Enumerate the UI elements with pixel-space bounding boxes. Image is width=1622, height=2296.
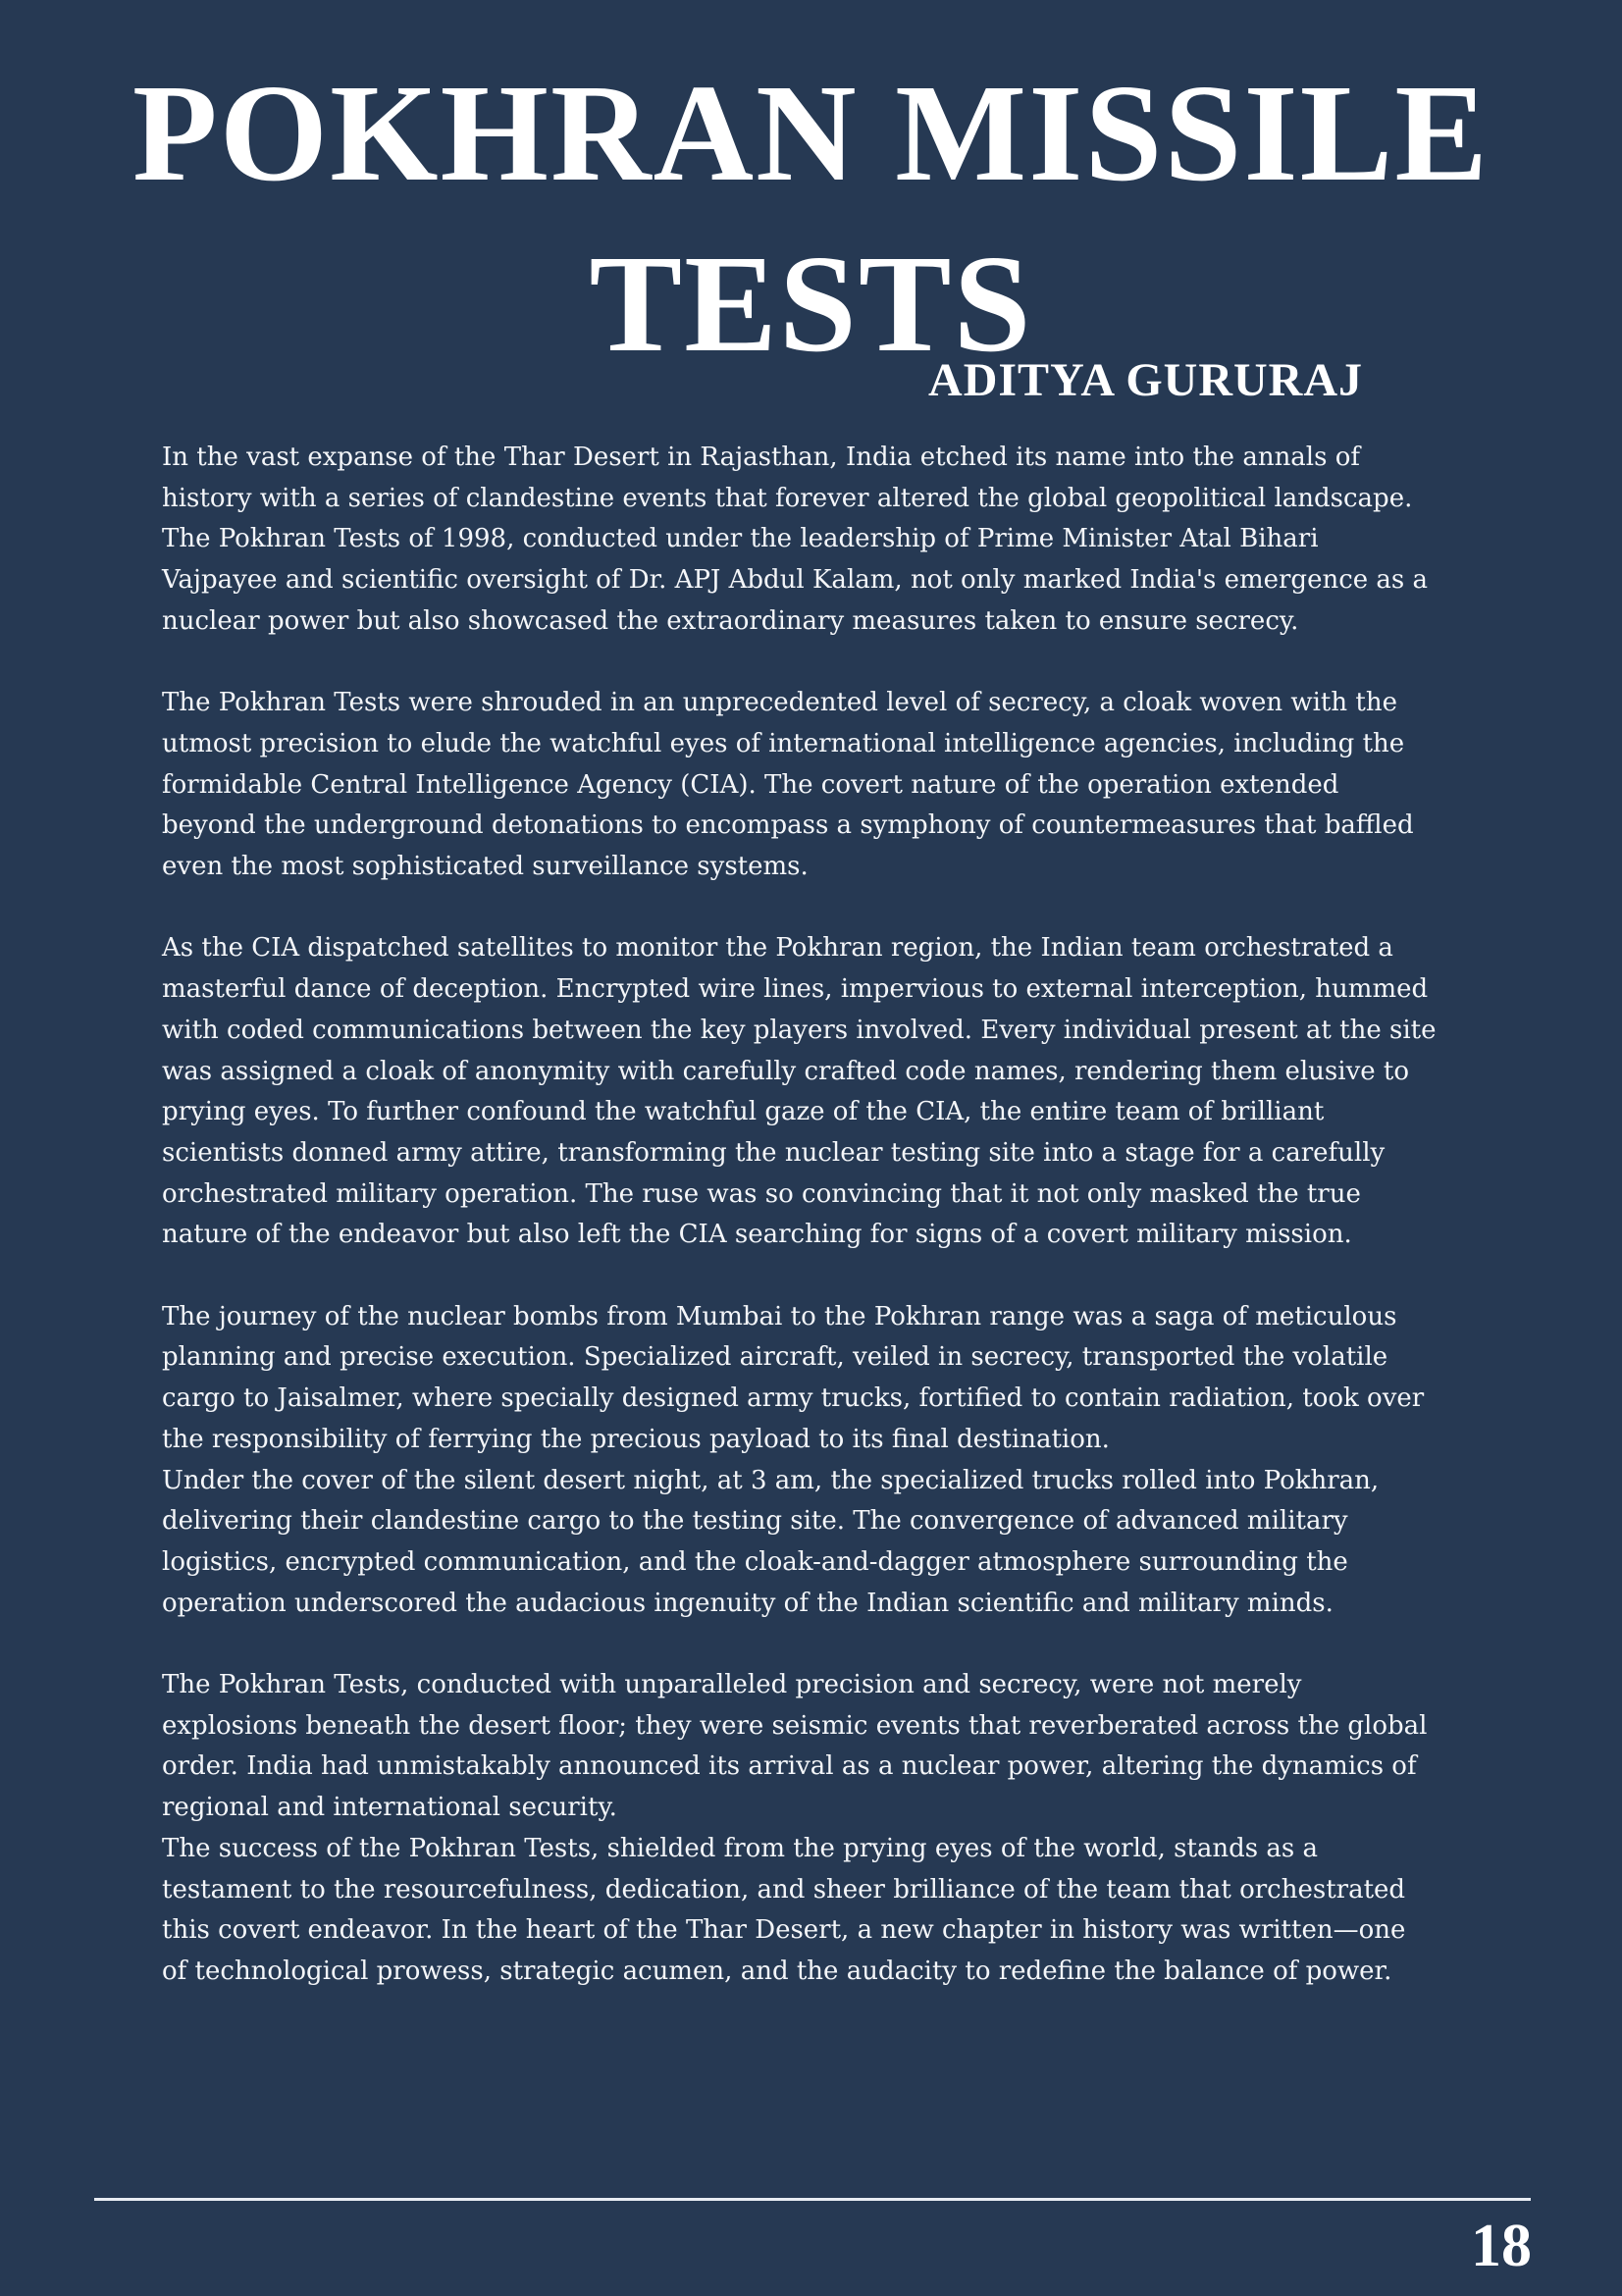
article-title-line-2: TESTS	[589, 226, 1033, 381]
article-paragraph-1: In the vast expanse of the Thar Desert in Rajasthan, India etched its name into the annals of history with a series of clandestine events that forever altered the global geopolitical landscape. The Pokhran Tests of 1998, conducted under the leadership of Prime Minister Atal Bihari Vajpayee and scientific oversight of Dr. APJ Abdul Kalam, not only marked India's emergence as a nuclear power but also showcased the extraordinary measures taken to ensure secrecy.	[162, 443, 1429, 636]
page-number: 18	[1471, 2213, 1532, 2279]
article-author: ADITYA GURURAJ	[928, 354, 1363, 406]
article-paragraph-7: The success of the Pokhran Tests, shielded from the prying eyes of the world, stands as a testament to the resourcefulness, dedication, and sheer brilliance of the team that orchestrated this covert endeavor. In the heart of the Thar Desert, a new chapter in history was written—one of technological prowess, strategic acumen, and the audacity to redefine the balance of power.	[162, 1833, 1406, 1986]
article-paragraph-5: Under the cover of the silent desert night, at 3 am, the specialized trucks rolled into Pokhran, delivering their clandestine cargo to the testing site. The convergence of advanced military logistics, encrypted communication, and the cloak-and-dagger atmosphere surrounding the operation underscored the audacious ingenuity of the Indian scientific and military minds.	[162, 1465, 1380, 1618]
article-title-line-1: POKHRAN MISSILE	[131, 55, 1491, 210]
footer-divider	[94, 2198, 1531, 2201]
article-paragraph-6: The Pokhran Tests, conducted with unparalleled precision and secrecy, were not merely explosions beneath the desert floor; they were seismic events that reverberated across the global order. India had unmistakably announced its arrival as a nuclear power, altering the dynamics of regional and international security.	[162, 1670, 1428, 1823]
article-body	[162, 438, 1438, 2033]
article-paragraph-3: As the CIA dispatched satellites to monitor the Pokhran region, the Indian team orchestrated a masterful dance of deception. Encrypted wire lines, impervious to external interception, hummed with coded communications between the key players involved. Every individual present at the site was assigned a cloak of anonymity with carefully crafted code names, rendering them elusive to prying eyes. To further confound the watchful gaze of the CIA, the entire team of brilliant scientists donned army attire, transforming the nuclear testing site into a stage for a carefully orchestrated military operation. The ruse was so convincing that it not only masked the true nature of the endeavor but also left the CIA searching for signs of a covert military mission.	[162, 933, 1437, 1250]
article-paragraph-2: The Pokhran Tests were shrouded in an unprecedented level of secrecy, a cloak woven with the utmost precision to elude the watchful eyes of international intelligence agencies, including the formidable Central Intelligence Agency (CIA). The covert nature of the operation extended beyond the underground detonations to encompass a symphony of countermeasures that baffled even the most sophisticated surveillance systems.	[162, 688, 1414, 882]
article-paragraph-4: The journey of the nuclear bombs from Mumbai to the Pokhran range was a saga of meticulous planning and precise execution. Specialized aircraft, veiled in secrecy, transported the volatile cargo to Jaisalmer, where specially designed army trucks, fortified to contain radiation, took over the responsibility of ferrying the precious payload to its final destination.	[162, 1301, 1425, 1454]
